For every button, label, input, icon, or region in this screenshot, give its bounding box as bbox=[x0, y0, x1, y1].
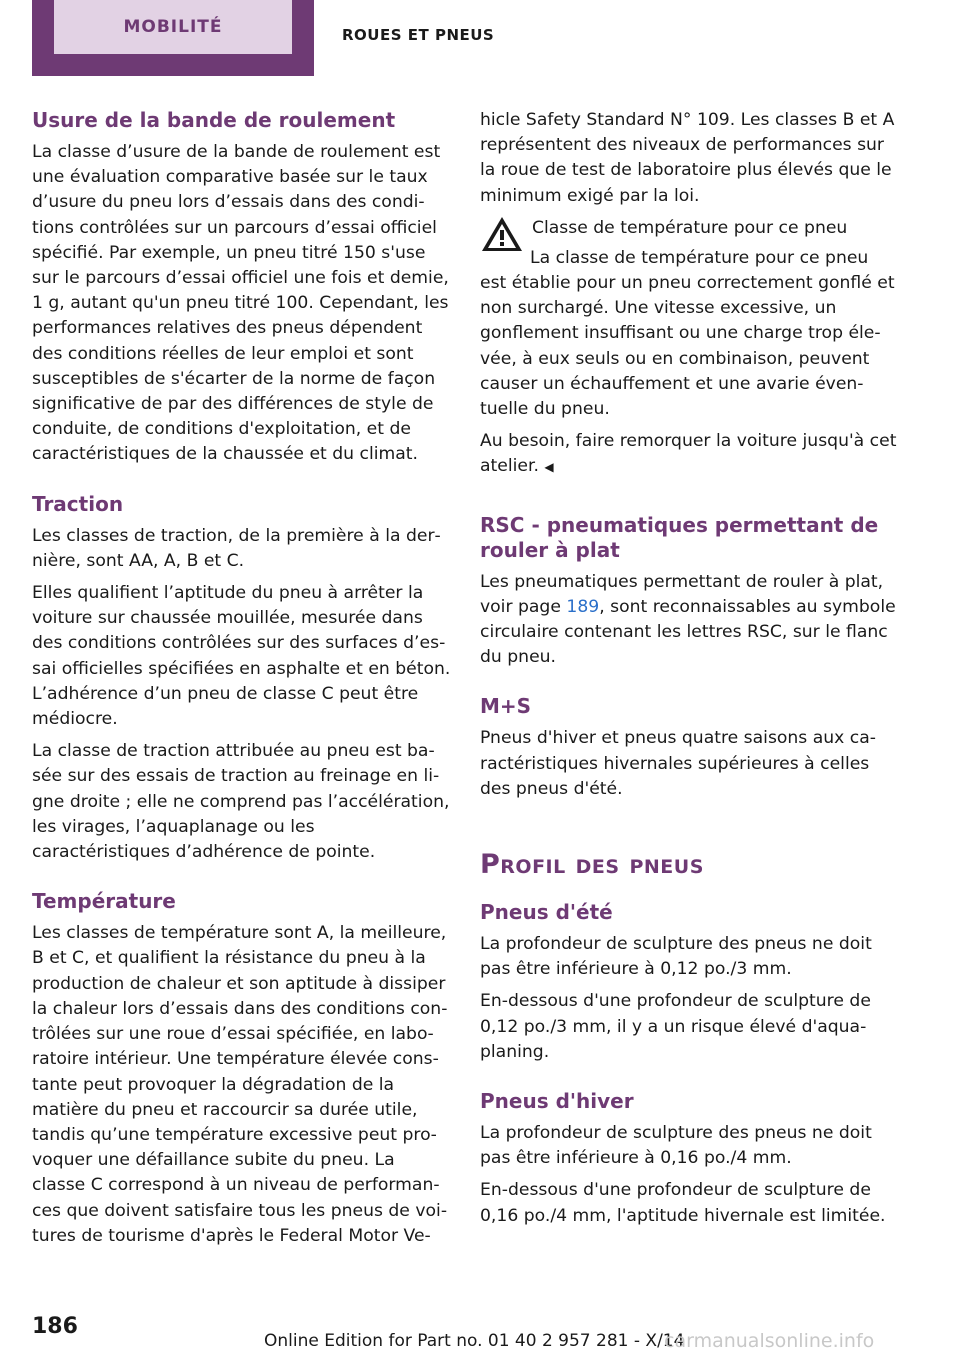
chapter-tab bbox=[32, 0, 314, 76]
paragraph: La profondeur de sculpture des pneus ne doit pas être inférieure à 0,16 po./4 mm. bbox=[480, 1123, 872, 1169]
heading-tread-wear: Usure de la bande de roulement bbox=[32, 108, 396, 132]
text: , sont reconnaissables au symbole circulaire contenant les lettres RSC, sur le flanc du pneu. bbox=[480, 596, 896, 668]
warning-paragraph: La classe de température pour ce pneu est établie pour un pneu correctement gonflé et non surchargé. Une vitesse excessive, un gonflement insuffisant ou une charge trop élevée, à eux seuls ou en combinaison, peuvent causer un échauffement et une avarie éventuelle du pneu. bbox=[480, 247, 895, 420]
warning-text: Au besoin, faire remorquer la voiture jusqu'à cet atelier. bbox=[480, 431, 897, 477]
heading-ms: M+S bbox=[480, 694, 532, 719]
paragraph: Les classes de température sont A, la meilleure, B et C, et qualifient la résistance du pneu à la production de chaleur et son aptitude à dissiper la chaleur lors d’essais dans des conditions contrôlées sur une roue d’essai spécifiée, en laboratoire intérieur. Une température élevée constante peut provoquer la dégradation de la matière du pneu et raccourcir sa durée utile, tandis qu’une température excessive peut provoquer une défaillance subite du pneu. La classe C correspond à un niveau de performances que doivent satisfaire tous les pneus de voitures de tourisme d'après le Federal Motor Ve- bbox=[32, 923, 448, 1246]
page-number: 186 bbox=[32, 1314, 78, 1339]
paragraph: La classe d’usure de la bande de roulement est une évaluation comparative basée sur le taux d’usure du pneu lors d’essais dans des conditions contrôlées sur un parcours d’essai officiel spécifié. Par exemple, un pneu titré 150 s'use sur le parcours d’essai officiel une fois et demie, 1 g, autant qu'un pneu titré 100. Cependant, les performances relatives des pneus dépendent des conditions réelles de leur emploi et sont susceptibles de s'écarter de la norme de façon significative de par des différences de style de conduite, de conditions d'exploitation, et de caractéristiques de la chaussée et du climat. bbox=[32, 142, 449, 465]
text: Les pneumatiques permettant de rouler à plat, voir page bbox=[480, 571, 884, 617]
paragraph: La classe de traction attribuée au pneu est basée sur des essais de traction au freinage en ligne droite ; elle ne comprend pas l’accélération, les virages, l’aquaplanage ou les caractéristiques d’adhérence de pointe. bbox=[32, 741, 450, 863]
main-title-text: Profil des pneus bbox=[480, 849, 704, 881]
heading-tire-profile bbox=[480, 848, 898, 882]
warning-triangle-icon bbox=[480, 214, 524, 254]
paragraph: La profondeur de sculpture des pneus ne doit pas être inférieure à 0,12 po./3 mm. bbox=[480, 934, 872, 980]
paragraph: En-dessous d'une profondeur de sculpture de 0,16 po./4 mm, l'aptitude hivernale est limitée. bbox=[480, 1180, 886, 1226]
end-mark-icon: ◀ bbox=[544, 460, 554, 475]
chapter-tab-inner bbox=[54, 0, 292, 54]
watermark: carmanualsonline.info bbox=[664, 1330, 875, 1352]
heading-summer-tires: Pneus d'été bbox=[480, 900, 613, 925]
page-link[interactable]: 189 bbox=[566, 596, 600, 617]
right-column bbox=[480, 108, 898, 1229]
heading-winter-tires: Pneus d'hiver bbox=[480, 1089, 634, 1114]
warning-paragraph-end bbox=[480, 429, 898, 480]
heading-traction: Traction bbox=[32, 491, 124, 516]
heading-temperature: Température bbox=[32, 889, 176, 914]
left-column bbox=[32, 108, 452, 1249]
heading-rsc: RSC - pneumatiques permettant de rouler à plat bbox=[480, 512, 879, 562]
section-title: ROUES ET PNEUS bbox=[342, 26, 495, 44]
paragraph: Pneus d'hiver et pneus quatre saisons aux caractéristiques hivernales supérieures à celles des pneus d'été. bbox=[480, 728, 876, 799]
paragraph: hicle Safety Standard N° 109. Les classes B et A représentent des niveaux de performances sur la roue de test de laboratoire plus élevés que le minimum exigé par la loi. bbox=[480, 110, 895, 206]
paragraph: Les classes de traction, de la première à la dernière, sont AA, A, B et C. bbox=[32, 525, 441, 571]
chapter-label: MOBILITÉ bbox=[123, 17, 223, 37]
paragraph: En-dessous d'une profondeur de sculpture de 0,12 po./3 mm, il y a un risque élevé d'aquaplaning. bbox=[480, 991, 871, 1062]
paragraph: Elles qualifient l’aptitude du pneu à arrêter la voiture sur chaussée mouillée, mesurée dans des conditions contrôlées sur des surfaces d’essai officielles spécifiées en asphalte et en béton. L’adhérence d’un pneu de classe C peut être médiocre. bbox=[32, 583, 451, 730]
warning-title: Classe de température pour ce pneu bbox=[532, 217, 848, 238]
edition-footer: Online Edition for Part no. 01 40 2 957 281 - X/14 bbox=[264, 1331, 685, 1351]
paragraph bbox=[480, 570, 898, 671]
